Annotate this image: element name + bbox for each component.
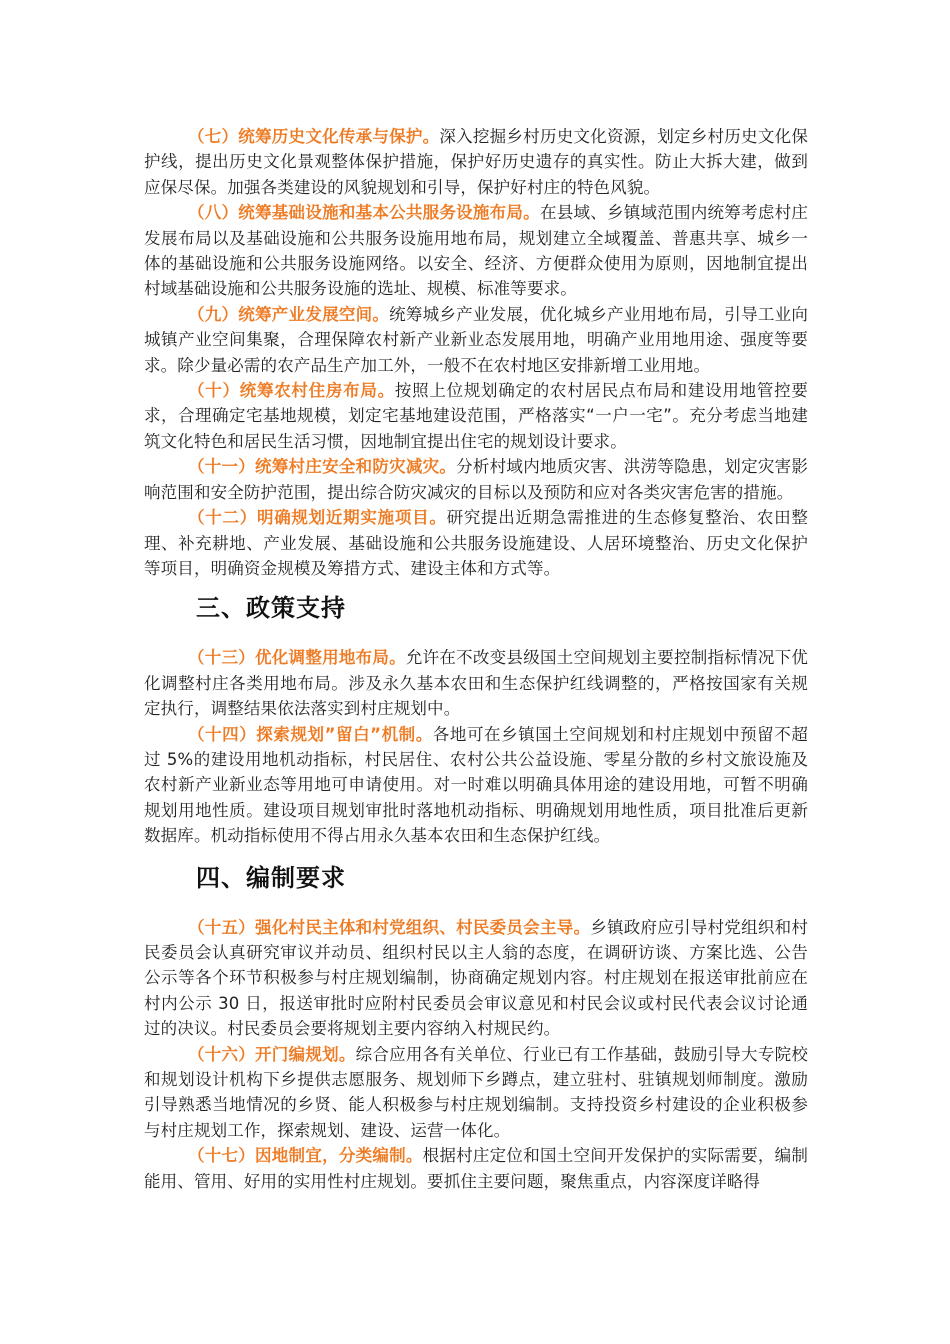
paragraph-12 (144, 505, 808, 581)
paragraph-11-body: 分析村域内地质灾害、洪涝等隐患，划定灾害影响范围和安全防护范围，提出综合防灾减灾的目标以及预防和应对各类灾害危害的措施。 (144, 457, 808, 502)
paragraph-11 (144, 454, 808, 505)
paragraph-14-body: 各地可在乡镇国土空间规划和村庄规划中预留不超过 5%的建设用地机动指标，村民居住、农村公共公益设施、零星分散的乡村文旅设施及农村新产业新业态等用地可申请使用。对一时难以明确具体用途的建设用地，可暂不明确规划用地性质。建设项目规划审批时落地机动指标、明确规划用地性质，项目批准后更新数据库。机动指标使用不得占用永久基本农田和生态保护红线。 (144, 724, 808, 846)
paragraph-8-heading: （八）统筹基础设施和基本公共服务设施布局。 (188, 203, 540, 223)
document-page (144, 124, 808, 1194)
paragraph-9 (144, 302, 808, 378)
paragraph-14 (144, 722, 808, 849)
paragraph-12-heading: （十二）明确规划近期实施项目。 (188, 508, 447, 528)
paragraph-13 (144, 645, 808, 721)
paragraph-10 (144, 378, 808, 454)
paragraph-10-body: 按照上位规划确定的农村居民点布局和建设用地管控要求，合理确定宅基地规模，划定宅基地建设范围，严格落实“一户一宅”。充分考虑当地建筑文化特色和居民生活习惯，因地制宜提出住宅的规划设计要求。 (144, 381, 808, 451)
paragraph-16 (144, 1042, 808, 1144)
paragraph-8-body: 在县域、乡镇域范围内统筹考虑村庄发展布局以及基础设施和公共服务设施用地布局，规划建立全域覆盖、普惠共享、城乡一体的基础设施和公共服务设施网络。以安全、经济、方便群众使用为原则，因地制宜提出村域基础设施和公共服务设施的选址、规模、标准等要求。 (144, 203, 808, 299)
paragraph-16-body: 综合应用各有关单位、行业已有工作基础，鼓励引导大专院校和规划设计机构下乡提供志愿服务、规划师下乡蹲点，建立驻村、驻镇规划师制度。激励引导熟悉当地情况的乡贤、能人积极参与村庄规划编制。支持投资乡村建设的企业积极参与村庄规划工作，探索规划、建设、运营一体化。 (144, 1044, 808, 1140)
paragraph-14-heading: （十四）探索规划”留白”机制。 (188, 724, 433, 744)
paragraph-9-body: 统筹城乡产业发展，优化城乡产业用地布局，引导工业向城镇产业空间集聚，合理保障农村新产业新业态发展用地，明确产业用地用途、强度等要求。除少量必需的农产品生产加工外，一般不在农村地区安排新增工业用地。 (144, 304, 808, 375)
paragraph-15 (144, 915, 808, 1042)
section-heading-policy-support: 三、政策支持 (196, 594, 346, 623)
paragraph-9-heading: （九）统筹产业发展空间。 (188, 304, 390, 324)
section-heading-compilation-requirements: 四、编制要求 (196, 863, 346, 892)
paragraph-7-heading: （七）统筹历史文化传承与保护。 (188, 127, 440, 146)
paragraph-17-heading: （十七）因地制宜，分类编制。 (188, 1146, 423, 1166)
paragraph-11-heading: （十一）统筹村庄安全和防灾减灾。 (188, 457, 457, 477)
paragraph-7-body: 深入挖掘乡村历史文化资源，划定乡村历史文化保护线，提出历史文化景观整体保护措施，保护好历史遗存的真实性。防止大拆大建，做到应保尽保。加强各类建设的风貌规划和引导，保护好村庄的特色风貌。 (144, 127, 808, 197)
paragraph-13-heading: （十三）优化调整用地布局。 (188, 648, 406, 668)
paragraph-15-heading: （十五）强化村民主体和村党组织、村民委员会主导。 (188, 917, 591, 937)
paragraph-15-body: 乡镇政府应引导村党组织和村民委员会认真研究审议并动员、组织村民以主人翁的态度，在调研访谈、方案比选、公告公示等各个环节积极参与村庄规划编制，协商确定规划内容。村庄规划在报送审批前应在村内公示 30 日，报送审批时应附村民委员会审议意见和村民会议或村民代表会议讨论通过的决议。村民委员会要将规划主要内容纳入村规民约。 (144, 917, 808, 1039)
paragraph-7 (144, 124, 808, 200)
paragraph-10-heading: （十）统筹农村住房布局。 (188, 381, 395, 401)
paragraph-17-body: 根据村庄定位和国土空间开发保护的实际需要，编制能用、管用、好用的实用性村庄规划。要抓住主要问题，聚焦重点，内容深度详略得 (144, 1146, 808, 1191)
paragraph-12-body: 研究提出近期急需推进的生态修复整治、农田整理、补充耕地、产业发展、基础设施和公共服务设施建设、人居环境整治、历史文化保护等项目，明确资金规模及筹措方式、建设主体和方式等。 (144, 508, 808, 578)
paragraph-13-body: 允许在不改变县级国土空间规划主要控制指标情况下优化调整村庄各类用地布局。涉及永久基本农田和生态保护红线调整的，严格按国家有关规定执行，调整结果依法落实到村庄规划中。 (144, 648, 808, 719)
paragraph-8 (144, 200, 808, 302)
paragraph-16-heading: （十六）开门编规划。 (188, 1044, 356, 1064)
paragraph-17 (144, 1143, 808, 1194)
